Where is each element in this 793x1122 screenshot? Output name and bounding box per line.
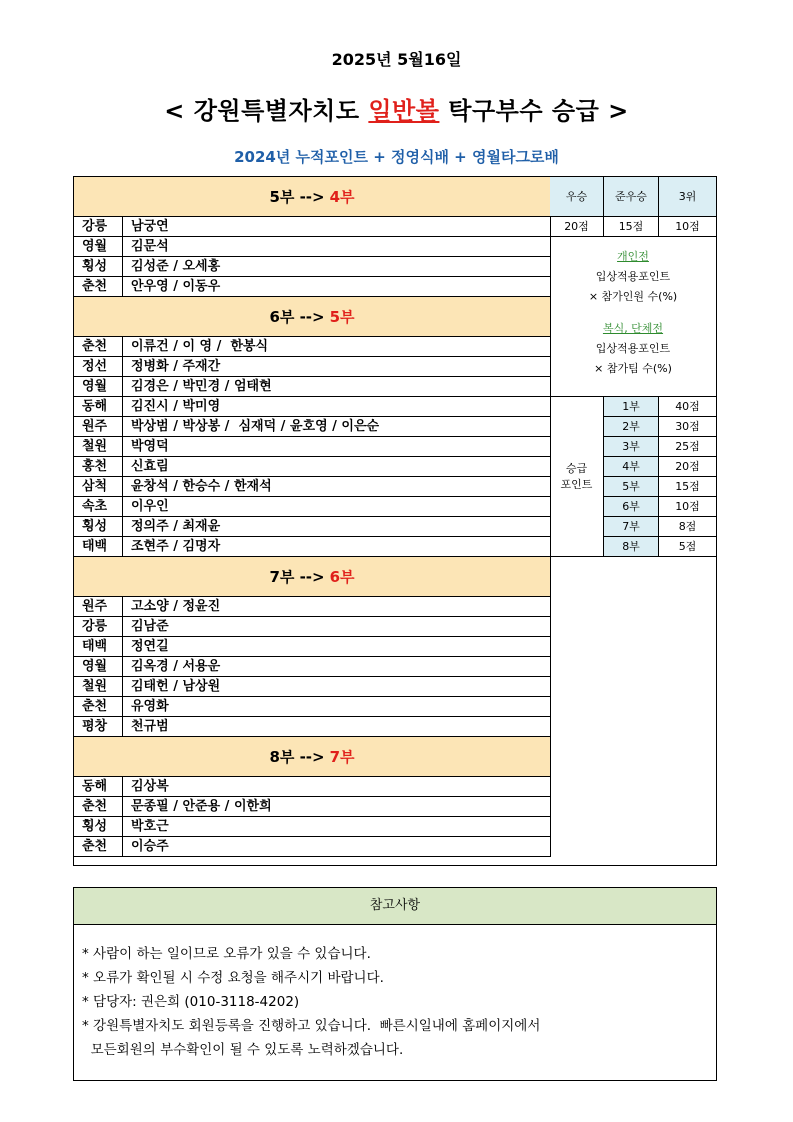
region-cell: 원주	[74, 597, 123, 617]
names-cell: 박상범 / 박상봉 / 심재덕 / 윤호영 / 이은순	[123, 417, 550, 437]
names-cell: 윤창석 / 한승수 / 한재석	[123, 477, 550, 497]
section-from: 6부 -->	[269, 308, 325, 326]
page-title	[0, 91, 793, 126]
names-cell: 이우인	[123, 497, 550, 517]
award-header: 우승	[550, 177, 604, 217]
region-cell: 춘천	[74, 697, 123, 717]
section-header	[74, 297, 550, 337]
award-points: 10점	[659, 217, 716, 237]
region-cell: 춘천	[74, 337, 123, 357]
names-cell: 남궁연	[123, 217, 550, 237]
notes-list	[82, 942, 540, 1062]
names-cell: 김진시 / 박미영	[123, 397, 550, 417]
promotion-points: 5점	[659, 537, 716, 557]
title-suffix: 탁구부수 승급 >	[439, 97, 629, 125]
promotion-points: 25점	[659, 437, 716, 457]
promotion-points: 15점	[659, 477, 716, 497]
promotion-division: 3부	[604, 437, 659, 457]
title-prefix: < 강원특별자치도	[164, 97, 369, 125]
award-header: 3위	[659, 177, 716, 217]
award-header: 준우승	[604, 177, 659, 217]
region-cell: 횡성	[74, 517, 123, 537]
promotion-points: 8점	[659, 517, 716, 537]
promotion-label-line2: 포인트	[560, 477, 593, 491]
names-cell: 박영덕	[123, 437, 550, 457]
promotion-label-line1: 승급	[565, 461, 588, 475]
individual-title: 개인전	[617, 250, 649, 263]
promotion-points: 30점	[659, 417, 716, 437]
promotion-division: 2부	[604, 417, 659, 437]
individual-line2: × 참가인원 수(%)	[588, 290, 678, 303]
promotion-table	[73, 176, 717, 866]
individual-line1: 입상적용포인트	[595, 270, 671, 283]
names-cell: 신효림	[123, 457, 550, 477]
page-subtitle: 2024년 누적포인트 + 정영식배 + 영월타그로배	[234, 148, 559, 166]
region-cell: 영월	[74, 377, 123, 397]
notes-box	[73, 887, 717, 1081]
names-cell: 문종필 / 안준용 / 이한희	[123, 797, 550, 817]
note-item: * 담당자: 권은희 (010-3118-4202)	[82, 994, 300, 1010]
region-cell: 춘천	[74, 797, 123, 817]
names-cell: 김태헌 / 남상원	[123, 677, 550, 697]
note-item: * 강원특별자치도 회원등록을 진행하고 있습니다. 빠른시일내에 홈페이지에서	[82, 1018, 541, 1034]
region-cell: 강릉	[74, 217, 123, 237]
document-date: 2025년 5월16일	[331, 50, 462, 69]
region-cell: 정선	[74, 357, 123, 377]
region-cell: 삼척	[74, 477, 123, 497]
section-header	[74, 737, 550, 777]
award-points: 20점	[550, 217, 604, 237]
names-cell: 정연길	[123, 637, 550, 657]
section-header	[74, 177, 550, 217]
names-cell: 이류건 / 이 영 / 한봉식	[123, 337, 550, 357]
region-cell: 태백	[74, 637, 123, 657]
region-cell: 영월	[74, 237, 123, 257]
promotion-division: 5부	[604, 477, 659, 497]
names-cell: 천규범	[123, 717, 550, 737]
region-cell: 동해	[74, 397, 123, 417]
section-from: 8부 -->	[269, 748, 325, 766]
team-title: 복식, 단체전	[602, 322, 664, 335]
region-cell: 횡성	[74, 257, 123, 277]
team-line1: 입상적용포인트	[595, 342, 671, 355]
region-cell: 동해	[74, 777, 123, 797]
names-cell: 김남준	[123, 617, 550, 637]
promotion-division: 6부	[604, 497, 659, 517]
region-cell: 횡성	[74, 817, 123, 837]
names-cell: 김옥경 / 서용운	[123, 657, 550, 677]
names-cell: 고소양 / 정윤진	[123, 597, 550, 617]
promotion-points-label	[550, 397, 604, 557]
award-points: 15점	[604, 217, 659, 237]
section-header	[74, 557, 550, 597]
region-cell: 철원	[74, 437, 123, 457]
promotion-points: 40점	[659, 397, 716, 417]
note-item: 모든회원의 부수확인이 될 수 있도록 노력하겠습니다.	[82, 1042, 404, 1058]
names-cell: 김문석	[123, 237, 550, 257]
names-cell: 정병화 / 주재간	[123, 357, 550, 377]
promotion-division: 7부	[604, 517, 659, 537]
names-cell: 김성준 / 오세홍	[123, 257, 550, 277]
title-highlight: 일반볼	[368, 97, 440, 125]
note-item: * 오류가 확인될 시 수정 요청을 해주시기 바랍니다.	[82, 970, 384, 986]
info-block	[550, 237, 716, 397]
names-cell: 조현주 / 김명자	[123, 537, 550, 557]
promotion-points: 10점	[659, 497, 716, 517]
promotion-division: 4부	[604, 457, 659, 477]
names-cell: 안우영 / 이동우	[123, 277, 550, 297]
region-cell: 태백	[74, 537, 123, 557]
section-to: 6부	[329, 568, 355, 586]
region-cell: 홍천	[74, 457, 123, 477]
region-cell: 영월	[74, 657, 123, 677]
region-cell: 강릉	[74, 617, 123, 637]
region-cell: 춘천	[74, 277, 123, 297]
region-cell: 춘천	[74, 837, 123, 857]
section-from: 5부 -->	[269, 188, 325, 206]
notes-title: 참고사항	[74, 888, 716, 925]
region-cell: 원주	[74, 417, 123, 437]
section-to: 5부	[329, 308, 355, 326]
promotion-points: 20점	[659, 457, 716, 477]
region-cell: 철원	[74, 677, 123, 697]
names-cell: 이승주	[123, 837, 550, 857]
names-cell: 정의주 / 최재윤	[123, 517, 550, 537]
region-cell: 평창	[74, 717, 123, 737]
region-cell: 속초	[74, 497, 123, 517]
note-item: * 사람이 하는 일이므로 오류가 있을 수 있습니다.	[82, 946, 371, 962]
section-to: 7부	[329, 748, 355, 766]
names-cell: 유영화	[123, 697, 550, 717]
names-cell: 김상복	[123, 777, 550, 797]
section-to: 4부	[329, 188, 355, 206]
promotion-division: 8부	[604, 537, 659, 557]
promotion-division: 1부	[604, 397, 659, 417]
section-from: 7부 -->	[269, 568, 325, 586]
team-line2: × 참가팀 수(%)	[594, 362, 672, 375]
names-cell: 박호근	[123, 817, 550, 837]
names-cell: 김경은 / 박민경 / 엄태현	[123, 377, 550, 397]
